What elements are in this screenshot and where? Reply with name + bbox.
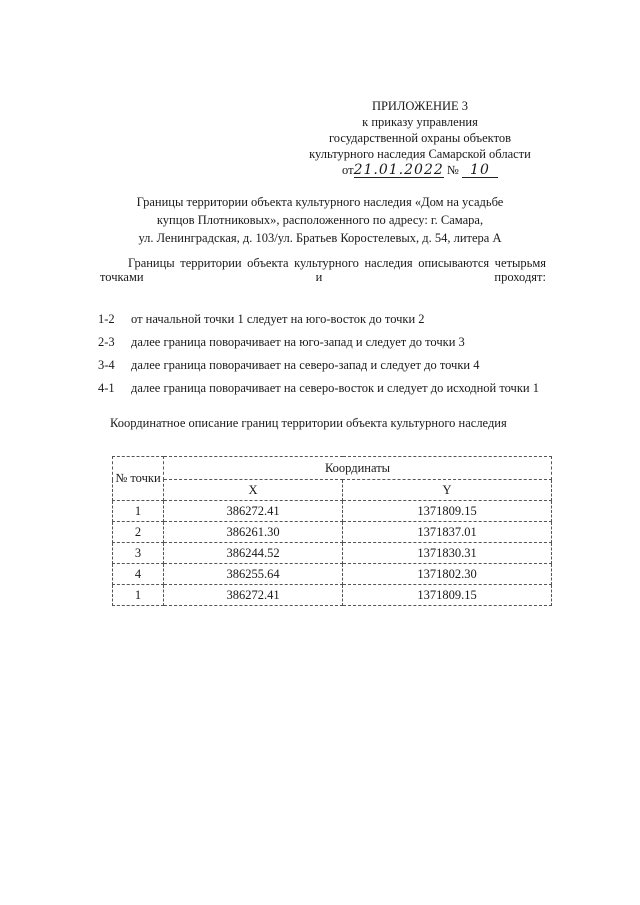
appendix-line-order: к приказу управления	[362, 115, 478, 129]
table-row	[113, 522, 552, 543]
cell-point: 1	[113, 585, 164, 606]
appendix-date-line	[290, 162, 550, 178]
segment-text: от начальной точки 1 следует на юго-восток до точки 2	[131, 312, 425, 326]
segment-text: далее граница поворачивает на юго-запад и следует до точки 3	[131, 335, 465, 349]
header-point-number: № точки	[113, 457, 164, 501]
table-row	[113, 543, 552, 564]
boundary-segments	[98, 308, 578, 400]
appendix-line-region: культурного наследия Самарской области	[309, 147, 531, 161]
cell-point: 4	[113, 564, 164, 585]
cell-y: 1371809.15	[343, 585, 552, 606]
cell-x: 386255.64	[164, 564, 343, 585]
segment-2-3	[98, 331, 578, 354]
title-line-2: купцов Плотниковых», расположенного по адресу: г. Самара,	[156, 213, 484, 227]
header-x: X	[164, 480, 343, 501]
table-row	[113, 501, 552, 522]
title-line-1: Границы территории объекта культурного наследия «Дом на усадьбе	[136, 195, 504, 209]
table-row	[113, 564, 552, 585]
title-line-3: ул. Ленинградская, д. 103/ул. Братьев Коростелевых, д. 54, литера А	[138, 231, 502, 245]
appendix-header	[290, 98, 550, 178]
header-y: Y	[343, 480, 552, 501]
handwritten-date: 21.01.2022	[353, 162, 444, 178]
table-row	[113, 585, 552, 606]
table-header-row	[113, 457, 552, 480]
document-title	[80, 193, 560, 247]
appendix-number: ПРИЛОЖЕНИЕ 3	[371, 99, 469, 113]
cell-y: 1371809.15	[343, 501, 552, 522]
number-prefix: №	[446, 163, 459, 177]
segment-points: 2-3	[98, 335, 115, 349]
table-subheader-row	[113, 480, 552, 501]
appendix-line-authority: государственной охраны объектов	[328, 131, 512, 145]
header-coordinates: Координаты	[164, 457, 552, 480]
cell-point: 3	[113, 543, 164, 564]
cell-x: 386272.41	[164, 585, 343, 606]
segment-points: 4-1	[98, 381, 115, 395]
cell-y: 1371830.31	[343, 543, 552, 564]
date-prefix: от	[342, 163, 354, 177]
cell-point: 2	[113, 522, 164, 543]
table-caption: Координатное описание границ территории объекта культурного наследия	[110, 416, 507, 430]
cell-point: 1	[113, 501, 164, 522]
cell-x: 386272.41	[164, 501, 343, 522]
segment-3-4	[98, 354, 578, 377]
segment-text: далее граница поворачивает на северо-восток и следует до исходной точки 1	[131, 381, 539, 395]
cell-x: 386261.30	[164, 522, 343, 543]
cell-x: 386244.52	[164, 543, 343, 564]
cell-y: 1371837.01	[343, 522, 552, 543]
cell-y: 1371802.30	[343, 564, 552, 585]
segment-4-1	[98, 377, 578, 400]
segment-text: далее граница поворачивает на северо-запад и следует до точки 4	[131, 358, 480, 372]
segment-points: 1-2	[98, 312, 115, 326]
intro-paragraph: Границы территории объекта культурного наследия описываются четырьмя точками и проходят:	[100, 256, 546, 284]
segment-points: 3-4	[98, 358, 115, 372]
segment-1-2	[98, 308, 578, 331]
handwritten-number: 10	[462, 163, 498, 178]
coordinates-table	[112, 456, 552, 606]
